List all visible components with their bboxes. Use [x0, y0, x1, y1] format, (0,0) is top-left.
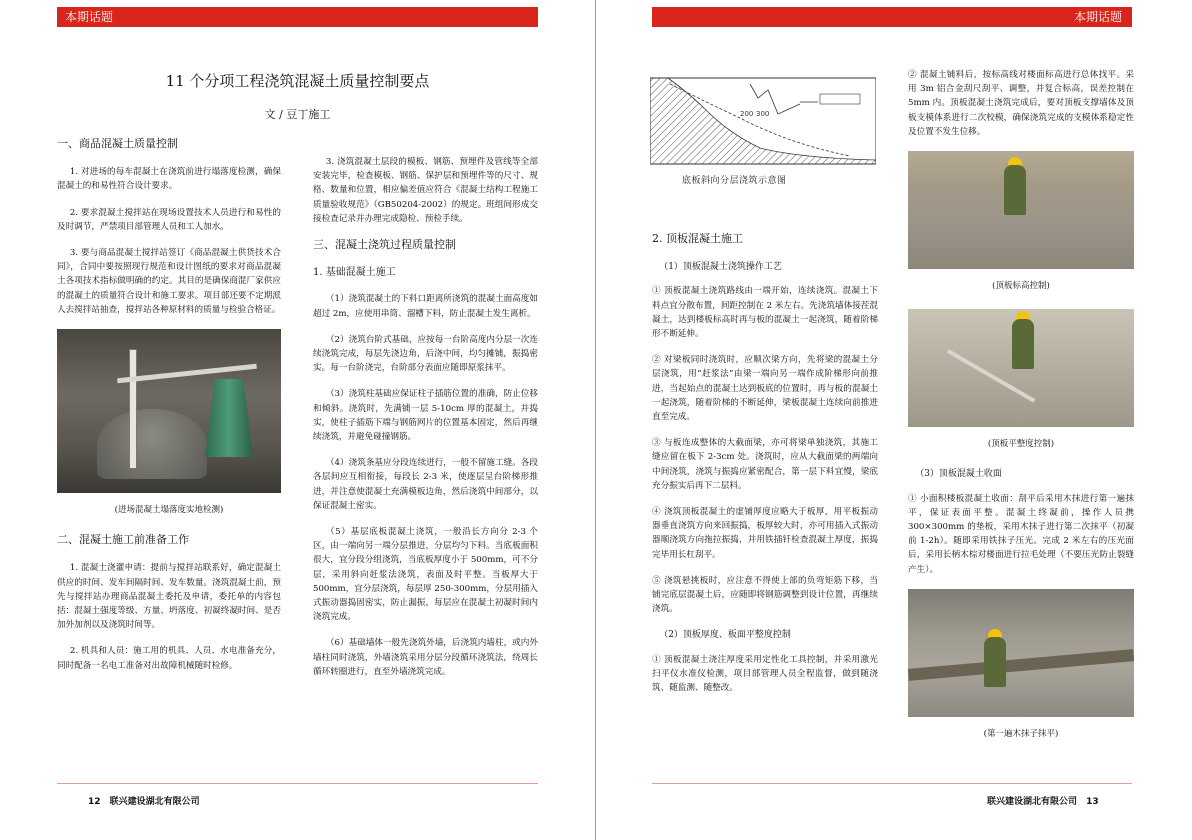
slab-elevation-photo — [908, 151, 1134, 269]
article-byline: 文 / 豆丁施工 — [264, 108, 331, 121]
paragraph: ① 顶板混凝土浇注厚度采用定性化工具控制，并采用激光扫平仪水准仪检测，项目部管理人员全程监督，做到随浇筑、随监测、随整改。 — [652, 654, 878, 694]
header-section-label: 本期话题 — [652, 7, 1132, 27]
paragraph: ② 混凝土铺料后，按标高线对楼面标高进行总体找平。采用 3m 铝合金刮尺刮平、调整，并复合标高，误差控制在 5mm 内。顶板混凝土浇筑完成后，要对顶板支撑墙体及顶板支模体系进行二次校模，确保浇筑完成的支模体系稳定性及位置不发生位移。 — [908, 70, 1134, 137]
footer-company: 联兴建设湖北有限公司 — [109, 797, 200, 807]
article-title: 11 个分项工程浇筑混凝土质量控制要点 — [165, 72, 430, 90]
photo-caption: (顶板平整度控制) — [987, 439, 1055, 450]
paragraph: ④ 浇筑顶板混凝土的虚铺厚度应略大于板厚，用平板振动器垂直浇筑方向来回振捣，板厚较大时，亦可用插入式振动器顺浇筑方向拖拉振捣，并用铁插钎检查混凝土厚度，振捣完毕用长杠刮平。 — [652, 507, 878, 560]
left-column-2 — [313, 155, 538, 691]
photo-caption: (第一遍木抹子抹平) — [983, 728, 1059, 739]
slab-flatness-photo — [908, 309, 1134, 427]
right-column-2 — [908, 68, 1134, 757]
paragraph: ⑤ 浇筑悬挑板时，应注意不得使上部的负弯矩筋下移，当铺完底层混凝土后，应随即将钢筋调整到设计位置，再继续浇筑。 — [652, 575, 878, 615]
slump-test-photo — [57, 329, 281, 493]
paragraph: 2. 机具和人员：施工用的机具、人员、水电准备充分，同时配备一名电工准备对出故障机械随时检修。 — [57, 646, 281, 671]
photo-caption: (进场混凝土塌落度实地检测) — [114, 505, 224, 516]
paragraph: （5）基层底板混凝土浇筑，一般沿长方向分 2-3 个区，由一端向另一端分层推进，分层均匀下料。当底板面积很大，宜分段分组浇筑，当底板厚度小于 500mm，可不分层，采用斜向赶浆法浇筑，表面及时平整。当板厚大于 500mm，宜分层浇筑，每层厚 250-300mm，分层用插入式振动器捣固密实，防止漏振，每层应在混凝土初凝时间内浇筑完成。 — [313, 527, 538, 623]
section-heading: 2. 顶板混凝土施工 — [652, 232, 743, 245]
footer-divider — [57, 783, 538, 784]
paragraph: ① 顶板混凝土浇筑路线由一端开始，连续浇筑。混凝土下料点宜分散布置，间距控制在 2 米左右。先浇筑墙体接茬混凝土，达到楼板标高时再与板的混凝土一起浇筑，随着阶梯形不断延伸。 — [652, 286, 878, 340]
page-number: 12 — [88, 797, 101, 807]
sub-heading: （1）顶板混凝土浇筑操作工艺 — [659, 262, 782, 273]
right-column-1 — [652, 228, 878, 707]
page-number: 13 — [1086, 797, 1099, 807]
paragraph: （6）基础墙体一般先浇筑外墙，后浇筑内墙柱，或内外墙柱同时浇筑，外墙浇筑采用分层分段循环浇筑法，绕周长循环转圈进行，直至外墙浇筑完成。 — [313, 638, 538, 677]
paragraph: ③ 与板连成整体的大截面梁，亦可将梁单独浇筑，其施工缝应留在板下 2-3cm 处。浇筑时，应从大截面梁的两端向中间浇筑，浇筑与振捣应紧密配合，第一层下料宜慢，梁底充分振实后再下二层料。 — [652, 438, 878, 491]
diagram-label: 300 — [756, 110, 770, 118]
paragraph: 2. 要求混凝土搅拌站在现场设置技术人员进行和易性的及时调节，严禁项目部管理人员和工人加水。 — [57, 207, 281, 232]
left-column-1 — [57, 133, 281, 685]
diagram-label: 200 — [740, 110, 754, 118]
paragraph: （1）浇筑混凝土的下料口距离所浇筑的混凝土面高度如超过 2m，应使用串筒、溜槽下料，防止混凝土发生离析。 — [313, 294, 538, 319]
section-heading: 一、商品混凝土质量控制 — [57, 137, 178, 150]
paragraph: （3）浇筑柱基础应保证柱子插筋位置的准确，防止位移和倾斜。浇筑时，先满铺一层 5-10cm 厚的混凝土，并捣实，使柱子插筋下端与钢筋网片的位置基本固定，然后再继续浇筑，并避免碰撞钢筋。 — [313, 389, 538, 443]
section-heading: 三、混凝土浇筑过程质量控制 — [313, 238, 456, 252]
header-section-label: 本期话题 — [57, 7, 538, 27]
footer — [82, 794, 200, 807]
section-heading: 二、混凝土施工前准备工作 — [57, 533, 189, 547]
sub-heading: （3）顶板混凝土收面 — [915, 469, 1002, 480]
paragraph: （4）浇筑条基应分段连续进行，一般不留施工缝。各段各层间应互相衔接，每段长 2-3 米，使逐层呈台阶梯形推进，并注意使混凝土充满模板边角，然后浇筑中间部分，以保证混凝土密实。 — [313, 458, 538, 511]
sub-heading: 1. 基础混凝土施工 — [313, 267, 396, 279]
sub-heading: （2）顶板厚度、板面平整度控制 — [659, 630, 791, 641]
footer-company: 联兴建设湖北有限公司 — [987, 797, 1078, 807]
footer — [987, 794, 1105, 807]
trowel-finishing-photo — [908, 589, 1134, 717]
paragraph: ② 对梁板同时浇筑时，应顺次梁方向，先将梁的混凝土分层浇筑，用“赶浆法”由梁一端向另一端作成阶梯形向前推进，当起始点的混凝土达到板底的位置时，再与板的混凝土一起浇筑，随着阶梯的不断延伸，梁板混凝土连续向前推进直至完成。 — [652, 355, 878, 423]
paragraph: 3. 浇筑混凝土层段的模板、钢筋、预埋件及管线等全部安装完毕，检查模板、钢筋、保护层和预埋件等的尺寸、规格、数量和位置，相应偏差值应符合《混凝土结构工程施工质量验收规范》（GB50204-2002）的规定。班组间形成交接检查记录并办理完成隐检、预检手续。 — [313, 157, 538, 224]
footer-divider — [652, 783, 1132, 784]
paragraph: 1. 混凝土浇灌申请：提前与搅拌站联系好，确定混凝土供应的时间、发车间隔时间、发车数量。浇筑混凝土前，预先与搅拌站办理商品混凝土委托及申请，委托单的内容包括：混凝土强度等级、方量、坍落度、初凝终凝时间、是否加外加剂以及浇筑时间等。 — [57, 563, 281, 631]
paragraph: 3. 要与商品混凝土搅拌站签订《商品混凝土供货技术合同》，合同中要按照现行规范和设计图纸的要求对商品混凝土各项技术指标做明确的约定。其目的是确保商混厂家供应的混凝土的质量符合设计和施工要求。项目部还要不定期派人去搅拌站抽查，搅拌站各种原材料的质量与检验合格证。 — [57, 248, 281, 315]
diagram-caption: 底板斜向分层浇筑示意图 — [682, 176, 787, 186]
paragraph: （2）浇筑台阶式基础，应按每一台阶高度内分层一次连续浇筑完成，每层先浇边角，后浇中间，均匀摊铺，振捣密实。每一台阶浇完，台阶部分表面应随即原浆抹平。 — [313, 334, 538, 374]
paragraph: ① 小面积楼板混凝土收面：刮平后采用木抹进行第一遍抹平，保证表面平整。混凝土终凝前，操作人员携 300×300mm 的垫板，采用木抹子进行第二次抹平（初凝前 1-2h）。随即采用铁抹子压光。完成 2 米左右的压光面后，采用长柄木棕对楼面进行拉毛处理（不要压光防止裂缝产生）。 — [908, 493, 1134, 575]
paragraph: 1. 对进场的每车混凝土在浇筑前进行塌落度检测，确保混凝土的和易性符合设计要求。 — [57, 167, 281, 192]
photo-caption: (顶板标高控制) — [992, 281, 1050, 292]
